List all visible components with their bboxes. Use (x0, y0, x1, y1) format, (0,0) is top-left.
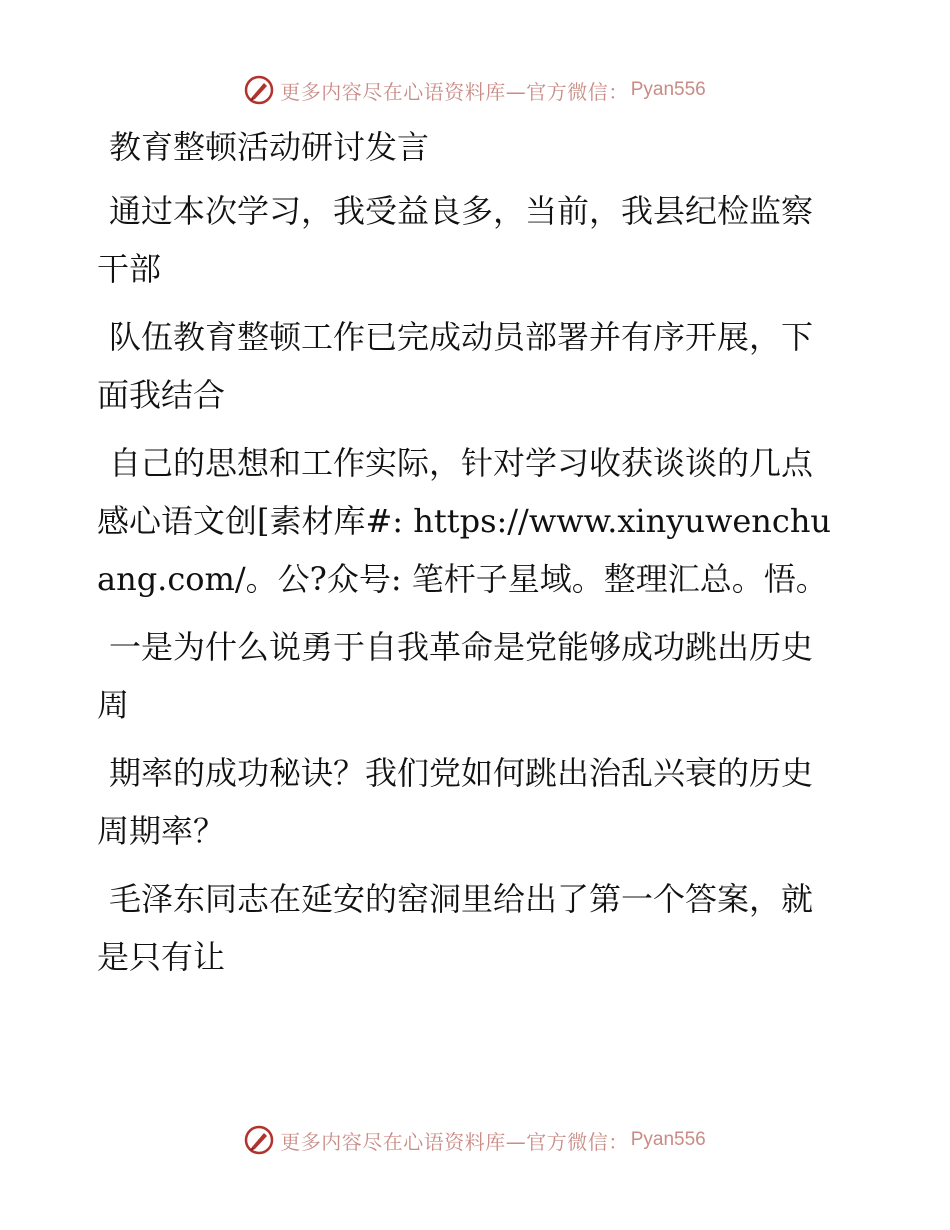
watermark-text: 更多内容尽在心语资料库—官方微信： (280, 1129, 629, 1154)
paragraph: 自己的思想和工作实际，针对学习收获谈谈的几点感心语文创[素材库#: https://www.xinyuwenchuang.com/。公?众号: 笔杆子星域。整理汇总。悟。 (97, 444, 832, 598)
pen-logo-icon (244, 1125, 274, 1155)
paragraph: 队伍教育整顿工作已完成动员部署并有序开展，下面我结合 (97, 318, 814, 414)
paragraph: 期率的成功秘诀？我们党如何跳出治乱兴衰的历史周期率？ (97, 754, 814, 850)
document-title: 教育整顿活动研讨发言 (109, 128, 430, 166)
watermark-wechat-id: Pyan556 (630, 1129, 706, 1150)
paragraph: 一是为什么说勇于自我革命是党能够成功跳出历史周 (97, 628, 814, 724)
watermark-wechat-id: Pyan556 (630, 79, 706, 100)
pen-logo-icon (244, 75, 274, 105)
paragraph: 毛泽东同志在延安的窑洞里给出了第一个答案，就是只有让 (97, 880, 814, 976)
footer-watermark (0, 1120, 950, 1160)
paragraph: 通过本次学习，我受益良多，当前，我县纪检监察干部 (97, 192, 814, 288)
document-body (97, 118, 832, 996)
watermark-text: 更多内容尽在心语资料库—官方微信： (280, 79, 629, 104)
header-watermark (0, 70, 950, 110)
